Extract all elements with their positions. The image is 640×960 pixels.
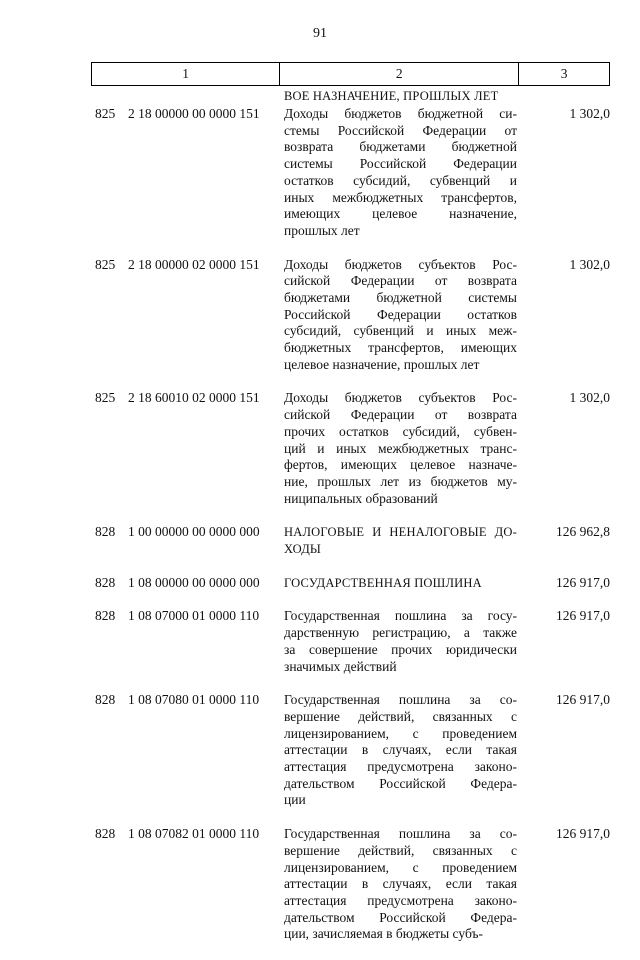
table-row xyxy=(0,524,640,574)
table-row xyxy=(0,257,640,391)
description-line: НАЛОГОВЫЕ И НЕНАЛОГОВЫЕ ДО- xyxy=(284,525,517,540)
classification-code: 2 18 60010 02 0000 151 xyxy=(128,390,260,406)
ministry-code: 825 xyxy=(95,106,116,121)
description-line: Доходы бюджетов субъектов Рос- xyxy=(284,256,517,272)
description-line: ций и иных межбюджетных транс- xyxy=(284,440,517,456)
header-col-1: 1 xyxy=(92,63,280,85)
amount: 126 917,0 xyxy=(556,826,610,842)
header-col-3: 3 xyxy=(560,66,568,81)
continuation-text: ВОЕ НАЗНАЧЕНИЕ, ПРОШЛЫХ ЛЕТ xyxy=(284,89,499,103)
ministry-code: 828 xyxy=(95,826,116,842)
amount: 126 917,0 xyxy=(556,574,610,590)
description-line: Государственная пошлина за со- xyxy=(284,826,517,842)
description-line: субсидий, субвенций и иных меж- xyxy=(284,323,517,339)
description xyxy=(284,608,517,675)
description xyxy=(284,575,517,592)
amount: 1 302,0 xyxy=(569,390,610,406)
description-line: бюджетами бюджетной системы xyxy=(284,290,517,305)
table-row xyxy=(0,390,640,524)
description xyxy=(284,390,517,507)
classification-code: 1 08 07082 01 0000 110 xyxy=(128,826,260,842)
table-row xyxy=(0,692,640,826)
classification-code: 1 08 07080 01 0000 110 xyxy=(128,692,260,708)
description-line: за совершение прочих юридически xyxy=(284,641,517,657)
description-line: возврата бюджетами бюджетной xyxy=(284,139,517,155)
description xyxy=(284,106,517,240)
header-col-2: 2 xyxy=(280,63,519,85)
description-line: иных межбюджетных трансфертов, xyxy=(284,189,517,205)
ministry-code: 828 xyxy=(95,524,116,540)
description-line: значимых действий xyxy=(284,658,397,674)
description-line: аттестация предусмотрена законо- xyxy=(284,892,517,908)
amount: 1 302,0 xyxy=(569,106,610,121)
ministry-code: 828 xyxy=(95,608,116,624)
description-line: Доходы бюджетов субъектов Рос- xyxy=(284,390,517,406)
description-line: ХОДЫ xyxy=(284,542,322,557)
description-line: ГОСУДАРСТВЕННАЯ ПОШЛИНА xyxy=(284,575,482,590)
table-body xyxy=(0,86,640,960)
description-line: имеющих целевое назначение, xyxy=(284,206,517,222)
description-line: бюджетных трансфертов, имеющих xyxy=(284,340,517,356)
classification-code: 1 08 07000 01 0000 110 xyxy=(128,608,260,624)
description xyxy=(284,826,517,943)
description-line: остатков субсидий, субвенций и xyxy=(284,172,517,188)
description-line: сийской Федерации от возврата xyxy=(284,273,517,289)
description-line: вершение действий, связанных с xyxy=(284,708,517,724)
description-line: сийской Федерации от возврата xyxy=(284,407,517,423)
description-line: системы Российской Федерации xyxy=(284,156,517,172)
description-line: целевое назначение, прошлых лет xyxy=(284,356,480,372)
description-line: ции xyxy=(284,792,306,808)
amount: 1 302,0 xyxy=(569,256,610,272)
description-line: фертов, имеющих целевое назначе- xyxy=(284,457,517,473)
ministry-code: 828 xyxy=(95,574,116,590)
description-line: аттестации в случаях, если такая xyxy=(284,742,517,758)
description-line: ние, прошлых лет из бюджетов му- xyxy=(284,474,517,489)
description-line: Доходы бюджетов бюджетной си- xyxy=(284,106,517,121)
table-row xyxy=(0,575,640,609)
description-line: дарственную регистрацию, а также xyxy=(284,625,517,641)
table-row xyxy=(0,826,640,960)
description-line: вершение действий, связанных с xyxy=(284,842,517,858)
classification-code: 2 18 00000 00 0000 151 xyxy=(128,106,260,121)
description-line: ции, зачисляемая в бюджеты субъ- xyxy=(284,926,483,942)
description-line: стемы Российской Федерации от xyxy=(284,122,517,138)
description-line: прочих остатков субсидий, субвен- xyxy=(284,423,517,439)
continuation-row xyxy=(0,86,640,106)
description-line: аттестации в случаях, если такая xyxy=(284,876,517,892)
description-line: дательством Российской Федера- xyxy=(284,909,517,925)
classification-code: 2 18 00000 02 0000 151 xyxy=(128,256,260,272)
ministry-code: 825 xyxy=(95,390,116,406)
amount: 126 917,0 xyxy=(556,692,610,708)
amount: 126 962,8 xyxy=(556,524,610,540)
description xyxy=(284,257,517,374)
description-line: лицензированием, с проведением xyxy=(284,725,517,741)
table-rows xyxy=(0,106,640,960)
ministry-code: 828 xyxy=(95,692,116,708)
table-row xyxy=(0,608,640,692)
description-line: прошлых лет xyxy=(284,222,360,238)
table-row xyxy=(0,106,640,257)
description-line: дательством Российской Федера- xyxy=(284,775,517,791)
table-header xyxy=(91,62,610,86)
description-line: Российской Федерации остатков xyxy=(284,306,517,322)
description-line: ниципальных образований xyxy=(284,490,438,506)
classification-code: 1 08 00000 00 0000 000 xyxy=(128,574,260,590)
amount: 126 917,0 xyxy=(556,608,610,624)
description-line: аттестация предусмотрена законо- xyxy=(284,759,517,775)
description-line: Государственная пошлина за госу- xyxy=(284,608,517,624)
description-line: Государственная пошлина за со- xyxy=(284,692,517,708)
description-line: лицензированием, с проведением xyxy=(284,859,517,875)
ministry-code: 825 xyxy=(95,256,116,272)
description xyxy=(284,524,517,557)
description xyxy=(284,692,517,809)
classification-code: 1 00 00000 00 0000 000 xyxy=(128,524,260,540)
page-number: 91 xyxy=(313,26,327,41)
